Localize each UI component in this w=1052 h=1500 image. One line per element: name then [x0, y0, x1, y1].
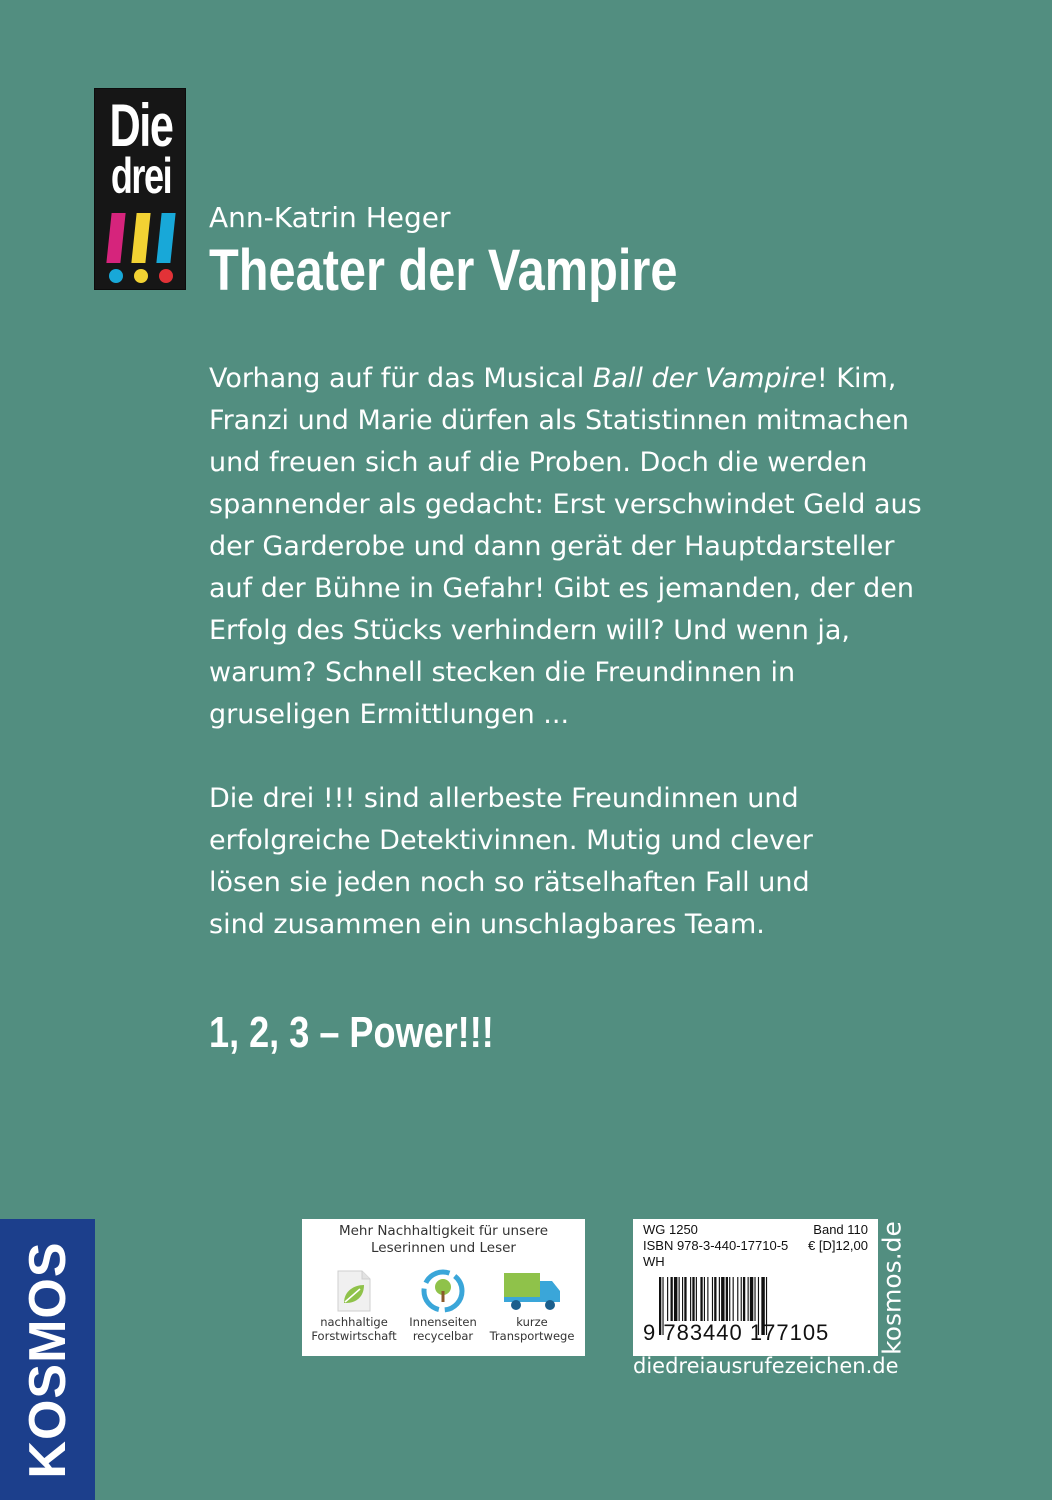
barcode-bar — [719, 1277, 720, 1321]
product-group: WG 1250 — [643, 1222, 698, 1237]
isbn-row-1 — [643, 1222, 868, 1237]
blurb-line: erfolgreiche Detektivinnen. Mutig und clever — [209, 825, 813, 856]
barcode-bar — [684, 1277, 686, 1321]
barcode-bar — [726, 1277, 728, 1321]
publisher-website-vertical: kosmos.de — [877, 1221, 907, 1355]
logo-word-die: Die — [109, 92, 173, 159]
truck-icon — [502, 1269, 562, 1313]
barcode-bar — [692, 1277, 694, 1321]
publisher-bar — [0, 1219, 95, 1500]
barcode-bar — [696, 1277, 697, 1321]
sustainability-heading: Mehr Nachhaltigkeit für unsere Leserinnen und Leser — [338, 1223, 549, 1256]
blurb-line: und freuen sich auf die Proben. Doch die werden — [209, 447, 868, 478]
musical-title: Ball der Vampire — [592, 363, 817, 394]
sustainability-item-forestry — [306, 1269, 402, 1343]
barcode-bar — [748, 1277, 749, 1321]
blurb-paragraph-2 — [209, 778, 889, 946]
barcode-bar — [674, 1277, 677, 1321]
barcode-bar — [704, 1277, 705, 1321]
barcode-bar — [750, 1277, 753, 1321]
blurb-line: sind zusammen ein unschlagbares Team. — [209, 909, 765, 940]
sustainability-item-recycling — [395, 1269, 491, 1343]
price: € [D]12,00 — [808, 1238, 868, 1253]
book-title: Theater der Vampire — [209, 238, 678, 303]
volume-number: Band 110 — [813, 1222, 868, 1237]
blurb-line: lösen sie jeden noch so rätselhaften Fall und — [209, 867, 810, 898]
barcode-bar — [714, 1277, 716, 1321]
publisher-logo: KOSMOS — [18, 1240, 77, 1479]
sustainability-item-transport — [484, 1269, 580, 1343]
series-website: diedreiausrufezeichen.de — [633, 1354, 899, 1378]
barcode-bar — [721, 1277, 724, 1321]
blurb-line: auf der Bühne in Gefahr! Gibt es jemanden, der den — [209, 573, 915, 604]
isbn-number: ISBN 978-3-440-17710-5 — [643, 1238, 789, 1253]
blurb-line: Vorhang auf für das Musical Ball der Vampire! Kim, — [209, 363, 897, 394]
sustainability-box — [302, 1219, 585, 1356]
blurb-line: gruseligen Ermittlungen ... — [209, 699, 570, 730]
isbn-row-2 — [643, 1238, 868, 1253]
barcode-bar — [712, 1277, 713, 1321]
blurb-paragraph-1 — [209, 358, 922, 736]
slogan: 1, 2, 3 – Power!!! — [209, 1008, 494, 1057]
blurb-line: Die drei !!! sind allerbeste Freundinnen und — [209, 783, 799, 814]
recycle-tree-icon — [420, 1269, 466, 1313]
isbn-box — [633, 1219, 878, 1356]
blurb-line: der Garderobe und dann gerät der Hauptdarsteller — [209, 531, 895, 562]
author-name: Ann-Katrin Heger — [209, 201, 451, 234]
blurb-line: Franzi und Marie dürfen als Statistinnen mitmachen — [209, 405, 909, 436]
barcode-bar — [743, 1277, 745, 1321]
barcode-bar — [700, 1277, 702, 1321]
logo-dot-icon — [109, 269, 123, 283]
blurb-line: Erfolg des Stücks verhindern will? Und wenn ja, — [209, 615, 851, 646]
barcode-digits: 9 783440 177105 — [643, 1320, 830, 1345]
barcode-bar — [733, 1277, 734, 1321]
barcode-bar — [690, 1277, 691, 1321]
barcode-bar — [741, 1277, 742, 1321]
barcode-bar — [682, 1277, 683, 1321]
barcode-bar — [671, 1277, 673, 1321]
blurb-line: spannender als gedacht: Erst verschwindet Geld aus — [209, 489, 922, 520]
die-drei-logo — [94, 88, 186, 290]
logo-dot-icon — [134, 269, 148, 283]
exclamation-mark-icon — [156, 213, 175, 263]
blurb-line: warum? Schnell stecken die Freundinnen in — [209, 657, 796, 688]
sustainability-caption: Innenseiten recycelbar — [409, 1315, 477, 1343]
barcode-bar — [667, 1277, 668, 1321]
exclamation-mark-icon — [106, 213, 125, 263]
barcode-bar — [729, 1277, 730, 1321]
leaf-page-icon — [334, 1269, 374, 1313]
code: WH — [643, 1254, 665, 1269]
sustainability-caption: nachhaltige Forstwirtschaft — [311, 1315, 397, 1343]
barcode-bar — [737, 1277, 738, 1321]
exclamation-mark-icon — [131, 213, 150, 263]
barcode-bar — [679, 1277, 680, 1321]
barcode-bar — [754, 1277, 755, 1321]
sustainability-caption: kurze Transportwege — [489, 1315, 575, 1343]
logo-dot-icon — [159, 269, 173, 283]
barcode-bar — [707, 1277, 708, 1321]
logo-word-drei: drei — [110, 148, 172, 204]
isbn-row-3 — [643, 1254, 868, 1269]
